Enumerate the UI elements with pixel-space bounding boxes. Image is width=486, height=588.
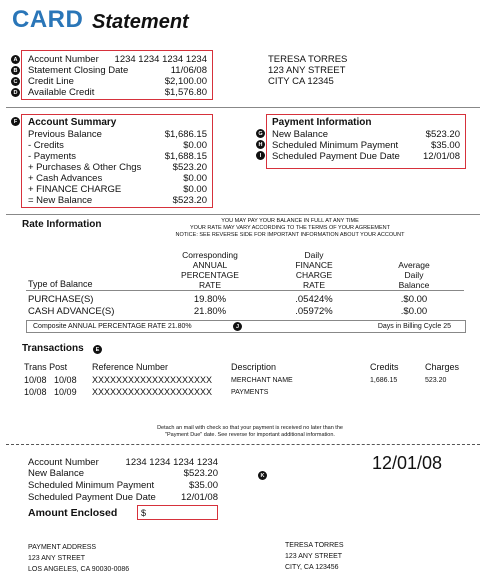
charges-col [425, 375, 446, 387]
badge-j: J [233, 322, 242, 331]
apr-header-line: Corresponding [182, 250, 238, 260]
rate-header-rule [26, 290, 464, 291]
summary-label: + Purchases & Other Chgs [28, 162, 142, 173]
rate-avg: .$0.00 [400, 306, 428, 317]
avg-header-line: Balance [398, 280, 430, 290]
payment-value: $35.00 [430, 140, 460, 151]
available-credit-value: $1,576.80 [164, 87, 207, 98]
closing-date-value: 11/06/08 [170, 65, 207, 76]
payment-info-title: Payment Information [272, 117, 372, 128]
currency-symbol: $ [141, 508, 147, 518]
payment-label: Scheduled Payment Due Date [272, 151, 400, 162]
description: MERCHANT NAME [231, 377, 293, 384]
summary-label: + Cash Advances [28, 173, 103, 184]
closing-date-row [28, 65, 207, 76]
table-row [24, 386, 77, 398]
rate-type: CASH ADVANCE(S) [28, 306, 115, 317]
return-address-line: TERESA TORRES [285, 542, 344, 549]
available-credit-row [28, 87, 207, 98]
credits-header: Credits [370, 362, 399, 372]
rate-daily-col [274, 294, 354, 318]
description-col [231, 375, 293, 399]
billing-cycle-days: Days in Billing Cycle 25 [377, 323, 451, 330]
customer-city: CITY CA 12345 [268, 76, 334, 87]
credits-col [370, 375, 397, 387]
coupon-value: $35.00 [188, 480, 218, 491]
summary-value: $523.20 [172, 195, 207, 206]
badge-c: C [11, 77, 20, 86]
return-address-line: CITY, CA 123456 [285, 564, 339, 571]
table-row [24, 374, 77, 386]
reference-col [92, 374, 212, 398]
account-summary-title: Account Summary [28, 117, 117, 128]
coupon-value: $523.20 [183, 468, 218, 479]
rate-notice-line: YOU MAY PAY YOUR BALANCE IN FULL AT ANY TIME [221, 218, 359, 224]
credit-line-value: $2,100.00 [164, 76, 207, 87]
amount-enclosed-label: Amount Enclosed [28, 507, 118, 519]
credit-amount: 1,686.15 [370, 377, 398, 384]
detach-notice [110, 425, 390, 439]
detach-line: "Payment Due" date. See reverse for important additional information. [165, 432, 335, 438]
daily-header-line: Daily [304, 250, 324, 260]
account-summary-box [21, 114, 213, 208]
return-address-line: 123 ANY STREET [285, 553, 343, 560]
daily-header-line: CHARGE [295, 270, 333, 280]
rate-notice-line: NOTICE: SEE REVERSE SIDE FOR IMPORTANT INFORMATION ABOUT YOUR ACCOUNT [175, 232, 405, 238]
detach-line-rule [6, 444, 480, 445]
rate-notice [160, 218, 420, 239]
rate-apr: 21.80% [193, 306, 227, 317]
daily-rate-header [274, 250, 354, 290]
credit-line-row [28, 76, 207, 87]
summary-label: - Credits [28, 140, 64, 151]
charges-header: Charges [425, 362, 460, 372]
summary-value: $0.00 [183, 184, 207, 195]
summary-value: $1,686.15 [164, 129, 207, 140]
summary-label: + FINANCE CHARGE [28, 184, 122, 195]
payment-address-line: 123 ANY STREET [28, 555, 86, 562]
badge-i: I [256, 151, 265, 160]
rate-apr-col [170, 294, 250, 318]
summary-label: = New Balance [28, 195, 93, 206]
coupon-value: 12/01/08 [181, 492, 218, 503]
coupon-value: 1234 1234 1234 1234 [125, 457, 218, 468]
rate-apr: 19.80% [193, 294, 227, 305]
closing-date-label: Statement Closing Date [28, 65, 129, 76]
avg-balance-header [384, 260, 444, 290]
brand-title: CARD [12, 6, 84, 33]
type-of-balance-header: Type of Balance [28, 279, 93, 289]
divider [6, 107, 480, 108]
detach-line: Detach an mail with check so that your payment is received no later than the [157, 425, 343, 431]
composite-rate-bar [26, 320, 466, 333]
account-number-value: 1234 1234 1234 1234 [114, 54, 207, 65]
coupon-label: Scheduled Payment Due Date [28, 492, 156, 503]
return-address [285, 540, 343, 573]
transactions-title: Transactions [22, 343, 84, 354]
daily-header-line: FINANCE [295, 260, 333, 270]
badge-f: F [11, 117, 20, 126]
coupon-label: Scheduled Minimum Payment [28, 480, 155, 491]
rate-avg-col [384, 294, 444, 318]
payment-value: $523.20 [425, 129, 460, 140]
credit-line-label: Credit Line [28, 76, 74, 87]
summary-label: - Payments [28, 151, 77, 162]
trans-date-col [24, 374, 77, 398]
rate-daily: .05424% [295, 294, 333, 305]
reference-number: XXXXXXXXXXXXXXXXXXXX [92, 387, 213, 397]
post-date: 10/09 [54, 387, 77, 397]
account-number-label: Account Number [28, 54, 99, 65]
trans-date: 10/08 [24, 375, 47, 385]
badge-d: D [11, 88, 20, 97]
daily-header-line: RATE [302, 280, 326, 290]
summary-value: $0.00 [183, 173, 207, 184]
customer-name: TERESA TORRES [268, 54, 348, 65]
payment-value: 12/01/08 [423, 151, 460, 162]
account-number-row [28, 54, 207, 65]
rate-daily: .05972% [295, 306, 333, 317]
divider [6, 214, 480, 215]
badge-g: G [256, 129, 265, 138]
apr-header-line: RATE [198, 280, 222, 290]
summary-label: Previous Balance [28, 129, 102, 140]
payment-address [28, 542, 129, 575]
coupon-details [28, 457, 218, 504]
payment-label: Scheduled Minimum Payment [272, 140, 399, 151]
apr-header [170, 250, 250, 290]
avg-header-line: Daily [404, 270, 424, 280]
post-date: 10/08 [54, 375, 77, 385]
summary-value: $1,688.15 [164, 151, 207, 162]
summary-value: $523.20 [172, 162, 207, 173]
customer-address [268, 54, 347, 87]
trans-date: 10/08 [24, 387, 47, 397]
badge-h: H [256, 140, 265, 149]
badge-b: B [11, 66, 20, 75]
reference-header: Reference Number [92, 362, 169, 372]
description-header: Description [231, 362, 277, 372]
rate-notice-line: YOUR RATE MAY VARY ACCORDING TO THE TERMS OF YOUR AGREEMENT [190, 225, 390, 231]
available-credit-label: Available Credit [28, 87, 95, 98]
rate-info-title: Rate Information [22, 219, 102, 230]
amount-enclosed-field[interactable] [137, 505, 218, 520]
apr-header-line: PERCENTAGE [181, 270, 239, 280]
rate-type: PURCHASE(S) [28, 294, 94, 305]
payment-address-line: LOS ANGELES, CA 90030-0086 [28, 566, 130, 573]
trans-post-header: Trans Post [24, 362, 68, 372]
payment-address-line: PAYMENT ADDRESS [28, 544, 97, 551]
account-info-box [21, 50, 213, 100]
payment-label: New Balance [272, 129, 328, 140]
statement-title: Statement [92, 11, 189, 33]
avg-header-line: Average [398, 260, 430, 270]
badge-e: E [93, 345, 102, 354]
apr-header-line: ANNUAL [192, 260, 228, 270]
summary-value: $0.00 [183, 140, 207, 151]
rate-type-col [28, 294, 114, 318]
coupon-label: Account Number [28, 457, 99, 468]
charge-amount: 523.20 [425, 377, 447, 384]
rate-avg: .$0.00 [400, 294, 428, 305]
reference-number: XXXXXXXXXXXXXXXXXXXX [92, 375, 213, 385]
coupon-label: New Balance [28, 468, 84, 479]
due-date-large: 12/01/08 [372, 453, 443, 473]
badge-a: A [11, 55, 20, 64]
badge-k: K [258, 471, 267, 480]
composite-apr: Composite ANNUAL PERCENTAGE RATE 21.80% [33, 323, 192, 330]
payment-info-box [266, 114, 466, 169]
customer-street: 123 ANY STREET [268, 65, 346, 76]
description: PAYMENTS [231, 389, 269, 396]
